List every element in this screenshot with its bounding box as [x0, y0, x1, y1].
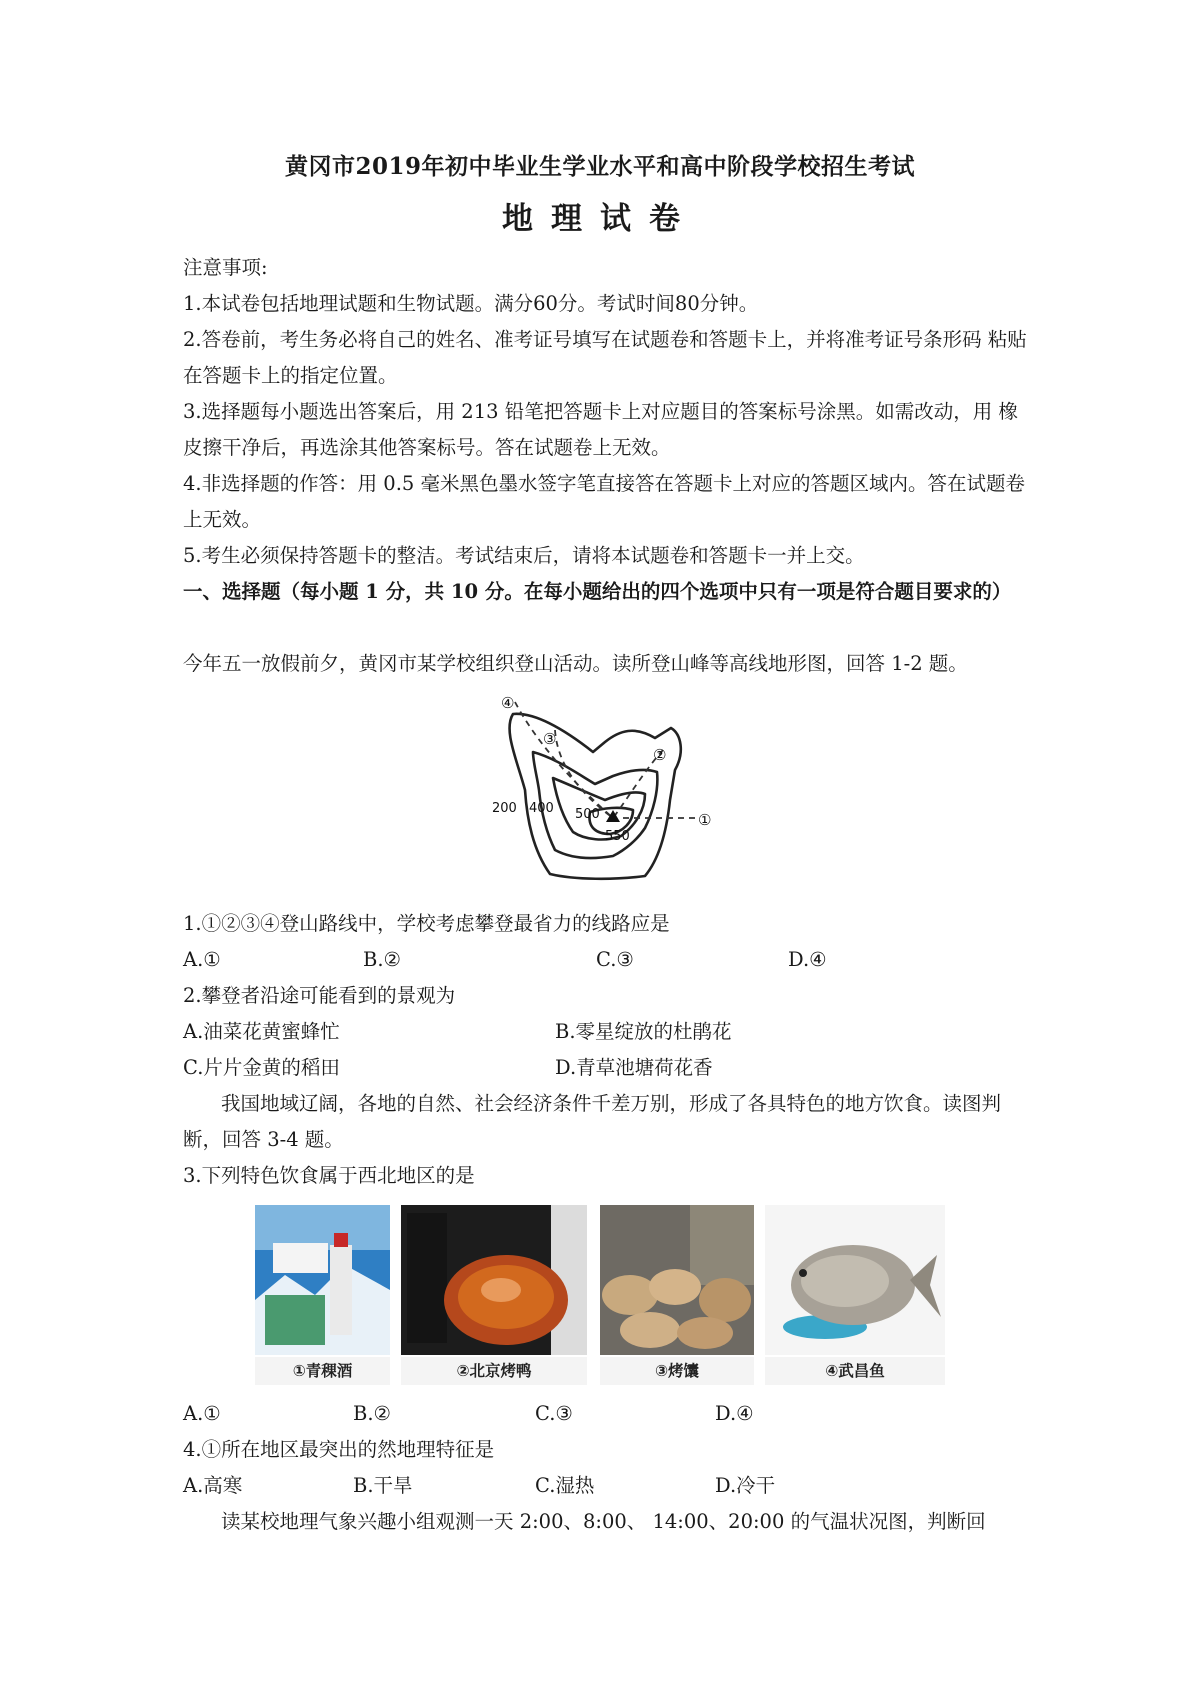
option: D.冷干: [715, 1474, 776, 1497]
option: A.①: [183, 1402, 221, 1425]
contour-label-400: 400: [529, 801, 554, 816]
option: C.片片金黄的稻田: [183, 1056, 340, 1079]
question-options: [183, 1014, 1028, 1050]
food-caption: ④武昌鱼: [765, 1357, 945, 1385]
food-item-3: [600, 1205, 754, 1385]
notes-block: [183, 250, 1028, 682]
food-photos-panel: [255, 1205, 955, 1385]
question-stem: 4.①所在地区最突出的然地理特征是: [183, 1438, 495, 1461]
note-item: 3.选择题每小题选出答案后，用 213 铅笔把答题卡上对应题目的答案标号涂黑。如需改动，用 橡皮擦干净后，再选涂其他答案标号。答在试题卷上无效。: [183, 400, 1018, 459]
option: A.①: [183, 948, 221, 971]
question-stem: 2.攀登者沿途可能看到的景观为: [183, 984, 456, 1007]
option: C.③: [535, 1402, 573, 1425]
note-item: 5.考生必须保持答题卡的整洁。考试结束后，请将本试题卷和答题卡一并上交。: [183, 544, 865, 567]
option: B.干旱: [353, 1474, 413, 1497]
section-heading: 一、选择题（每小题 1 分，共 10 分。在每小题给出的四个选项中只有一项是符合题目要求的）: [183, 580, 1012, 603]
note-item: 1.本试卷包括地理试题和生物试题。满分60分。考试时间80分钟。: [183, 292, 759, 315]
question-options: [183, 1396, 1028, 1432]
questions-block-1: [183, 906, 1028, 1194]
option: B.②: [353, 1402, 392, 1425]
question-options: [183, 1468, 1028, 1504]
baked-naan-photo: [600, 1205, 754, 1355]
route-label-4: ④: [501, 694, 515, 712]
route-label-2: ②: [653, 746, 667, 764]
questions-block-2: [183, 1396, 1028, 1540]
option: B.②: [363, 948, 402, 971]
question-options: [183, 1050, 1028, 1086]
highland-barley-liquor-photo: [255, 1205, 390, 1355]
food-item-2: [401, 1205, 587, 1385]
note-item: 4.非选择题的作答：用 0.5 毫米黑色墨水签字笔直接答在答题卡上对应的答题区域内。答在试题卷上无效。: [183, 472, 1026, 531]
contour-label-550: 550: [605, 829, 630, 844]
food-item-4: [765, 1205, 945, 1385]
contour-map-figure: [492, 690, 725, 902]
question-intro: 今年五一放假前夕，黄冈市某学校组织登山活动。读所登山峰等高线地形图，回答 1-2 题。: [183, 652, 968, 675]
notes-heading: 注意事项:: [183, 256, 268, 279]
food-item-1: [255, 1205, 390, 1385]
question-intro: 我国地域辽阔，各地的自然、社会经济条件千差万别，形成了各具特色的地方饮食。读图判断，回答 3-4 题。: [183, 1092, 1002, 1151]
option: A.油菜花黄蜜蜂忙: [183, 1020, 340, 1043]
option: D.④: [788, 948, 827, 971]
option: B.零星绽放的杜鹃花: [555, 1020, 732, 1043]
option: C.湿热: [535, 1474, 595, 1497]
option: C.③: [596, 948, 634, 971]
question-stem: 1.①②③④登山路线中，学校考虑攀登最省力的线路应是: [183, 912, 670, 935]
option: D.青草池塘荷花香: [555, 1056, 713, 1079]
peking-duck-photo: [401, 1205, 587, 1355]
exam-title: 黄冈市2019年初中毕业生学业水平和高中阶段学校招生考试: [284, 153, 915, 180]
question-intro: 读某校地理气象兴趣小组观测一天 2:00、8:00、 14:00、20:00 的气温状况图，判断回: [221, 1510, 986, 1533]
route-label-1: ①: [698, 811, 712, 829]
question-options: [183, 942, 1028, 978]
contour-label-500: 500: [575, 807, 600, 822]
food-caption: ①青稞酒: [255, 1357, 390, 1385]
summit-triangle: [606, 810, 620, 822]
option: A.高寒: [183, 1474, 243, 1497]
food-caption: ③烤馕: [600, 1357, 754, 1385]
option: D.④: [715, 1402, 754, 1425]
note-item: 2.答卷前，考生务必将自己的姓名、准考证号填写在试题卷和答题卡上，并将准考证号条形码 粘贴在答题卡上的指定位置。: [183, 328, 1027, 387]
question-stem: 3.下列特色饮食属于西北地区的是: [183, 1164, 475, 1187]
paper-subject-title: 地理试卷: [502, 201, 698, 237]
food-caption: ②北京烤鸭: [401, 1357, 587, 1385]
route-label-3: ③: [543, 730, 557, 748]
contour-label-200: 200: [492, 801, 517, 816]
wuchang-fish-photo: [765, 1205, 945, 1355]
